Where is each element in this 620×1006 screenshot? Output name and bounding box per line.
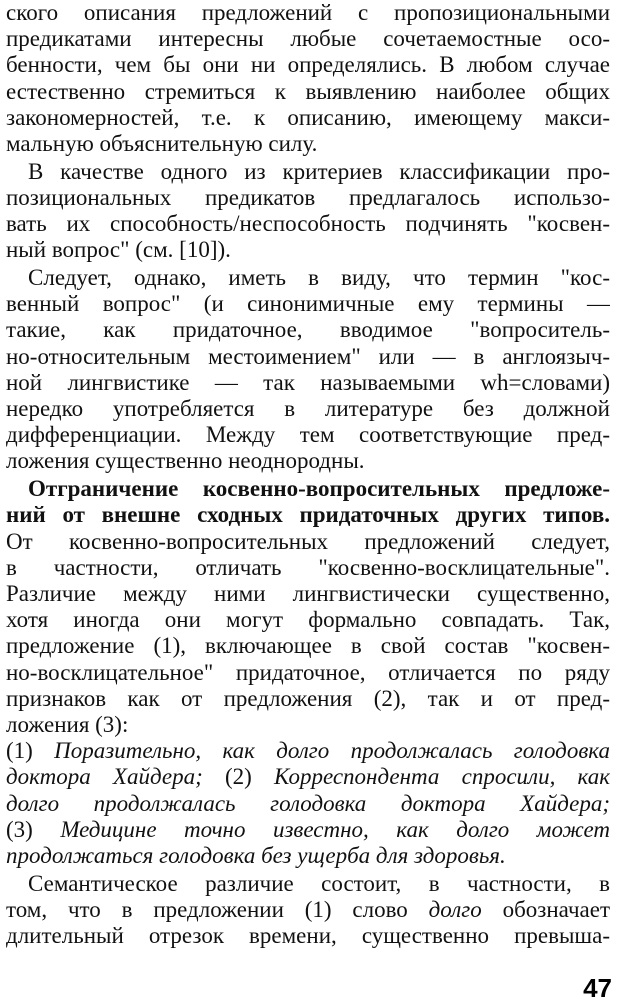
example-line — [6, 817, 610, 843]
text-line: но-восклицательное" придаточное, отличается по ряду — [6, 659, 610, 685]
text-segment: Семантическое различие состоит, в частности, в — [28, 870, 610, 896]
text-line: ложения существенно неоднородны. — [6, 448, 365, 474]
text-line: мальную объяснительную силу. — [6, 131, 318, 156]
example-line: (1) Поразительно, как долго продолжалась голодовка — [6, 738, 610, 764]
text-line: ского описания предложений с пропозициональными — [6, 0, 610, 25]
text-line: Различие между ними лингвистически существенно, — [6, 580, 610, 606]
section-heading-line: Отграничение косвенно-вопросительных предложе- — [28, 476, 610, 502]
section-heading-line: ний от внешне сходных придаточных других типов. — [6, 502, 610, 528]
text-segment: долго — [428, 896, 482, 922]
text-segment: долго продолжалась голодовка доктора Хайдера; — [6, 790, 610, 816]
text-line — [6, 897, 610, 923]
text-segment: длительный отрезок времени, существенно превыша- — [6, 923, 610, 948]
text-line: предложение (1), включающее в свой состав "косвен- — [6, 633, 610, 659]
text-line: признаков как от предложения (2), так и от пред- — [6, 685, 610, 711]
text-line: Следует, однако, иметь в виду, что термин "кос- — [28, 265, 610, 290]
page-number: 47 — [583, 973, 612, 1003]
text-line: венный вопрос" (и синонимичные ему термины — — [6, 291, 610, 317]
text-line: естественно стремиться к выявлению наиболее общих — [6, 78, 610, 104]
text-line: ный вопрос" (см. [10]). — [6, 237, 231, 263]
text-line — [6, 923, 610, 949]
example-line — [6, 764, 610, 790]
text-segment: обозначает — [481, 896, 610, 922]
text-segment: Медицине точно известно, как долго может — [60, 816, 610, 842]
text-line: дифференциации. Между тем соответствующие пред- — [6, 422, 610, 448]
text-line: позициональных предикатов предлагалось использо- — [6, 184, 610, 210]
example-line — [6, 791, 610, 817]
text-segment: доктора Хайдера; — [6, 764, 203, 790]
text-line: От косвенно-вопросительных предложений следует, — [6, 528, 610, 554]
example-line — [6, 843, 610, 869]
text-line — [28, 871, 610, 897]
text-line: такие, как придаточное, вводимое "вопроситель- — [6, 317, 610, 343]
text-segment: продолжаться голодовка без ущерба для здоровья. — [6, 842, 506, 868]
text-line: закономерностей, т.е. к описанию, имеющему макси- — [6, 104, 610, 130]
text-line: бенности, чем бы они ни определялись. В любом случае — [6, 52, 610, 78]
text-line: в частности, отличать "косвенно-восклицательные". — [6, 554, 610, 580]
text-segment: том, что в предложении (1) слово — [6, 896, 429, 922]
text-segment: Корреспондента спросили, как — [274, 764, 610, 790]
text-line: вать их способность/неспособность подчинять "косвен- — [6, 211, 610, 237]
text-line: но-относительным местоимением" или — в англоязыч- — [6, 343, 610, 369]
text-line: хотя иногда они могут формально совпадать. Так, — [6, 607, 610, 633]
text-segment: (3) — [6, 816, 61, 842]
text-line: В качестве одного из критериев классификации про- — [28, 158, 610, 184]
text-line: ложения (3): — [6, 711, 129, 737]
text-segment: (2) — [202, 764, 275, 790]
text-line: ной лингвистике — так называемыми wh=словами) — [6, 369, 610, 395]
text-line: предикатами интересны любые сочетаемостные осо- — [6, 26, 610, 52]
text-line: нередко употребляется в литературе без должной — [6, 396, 610, 421]
